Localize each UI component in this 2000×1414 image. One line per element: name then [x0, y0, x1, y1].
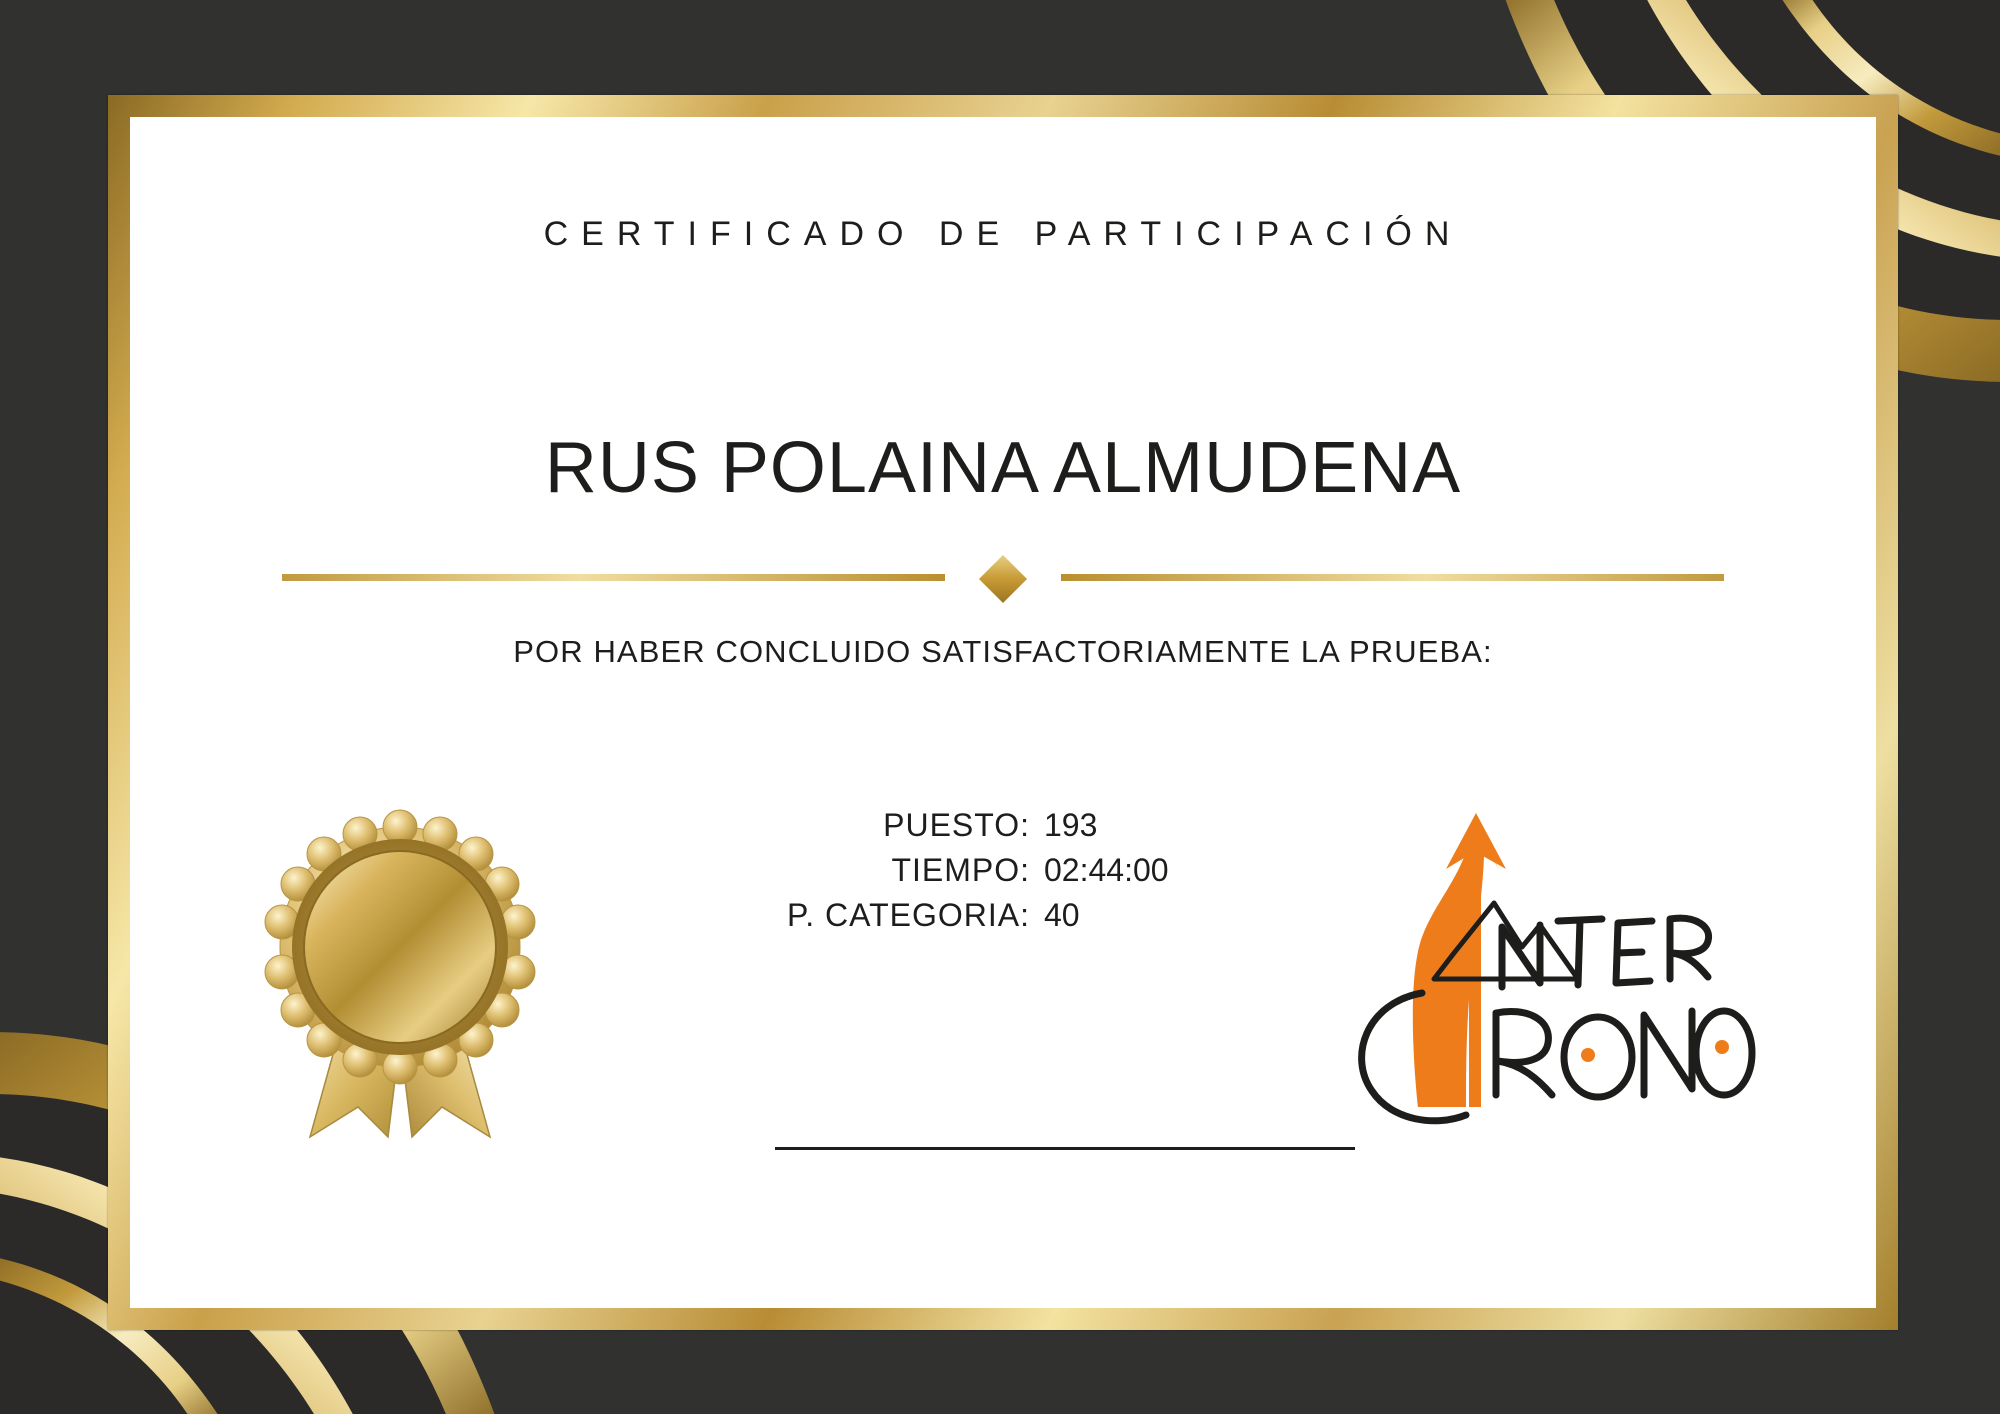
certificate-subtitle: POR HABER CONCLUIDO SATISFACTORIAMENTE LA PRUEBA: [513, 634, 1493, 669]
gold-award-seal-icon [250, 807, 550, 1147]
result-value-puesto: 193 [1044, 807, 1098, 843]
divider-diamond-icon [979, 555, 1027, 603]
signature-rule [775, 1147, 1355, 1150]
result-value-categoria: 40 [1044, 897, 1080, 933]
result-label-categoria: P. CATEGORIA: [787, 897, 1030, 933]
gold-border-frame [108, 95, 1898, 1330]
result-row-categoria [730, 897, 1330, 934]
result-value-tiempo: 02:44:00 [1044, 852, 1169, 888]
recipient-name: RUS POLAINA ALMUDENA [544, 428, 1462, 508]
result-row-puesto [730, 807, 1330, 844]
intercrono-logo [1326, 807, 1756, 1127]
certificate-title: CERTIFICADO DE PARTICIPACIÓN [543, 215, 1463, 253]
divider-bar-left [282, 574, 945, 581]
divider-bar-right [1061, 574, 1724, 581]
certificate-body [130, 117, 1876, 1308]
result-label-tiempo: TIEMPO: [891, 852, 1030, 888]
ornamental-divider [282, 554, 1724, 600]
results-block [730, 807, 1330, 942]
result-label-puesto: PUESTO: [883, 807, 1030, 843]
result-row-tiempo [730, 852, 1330, 889]
